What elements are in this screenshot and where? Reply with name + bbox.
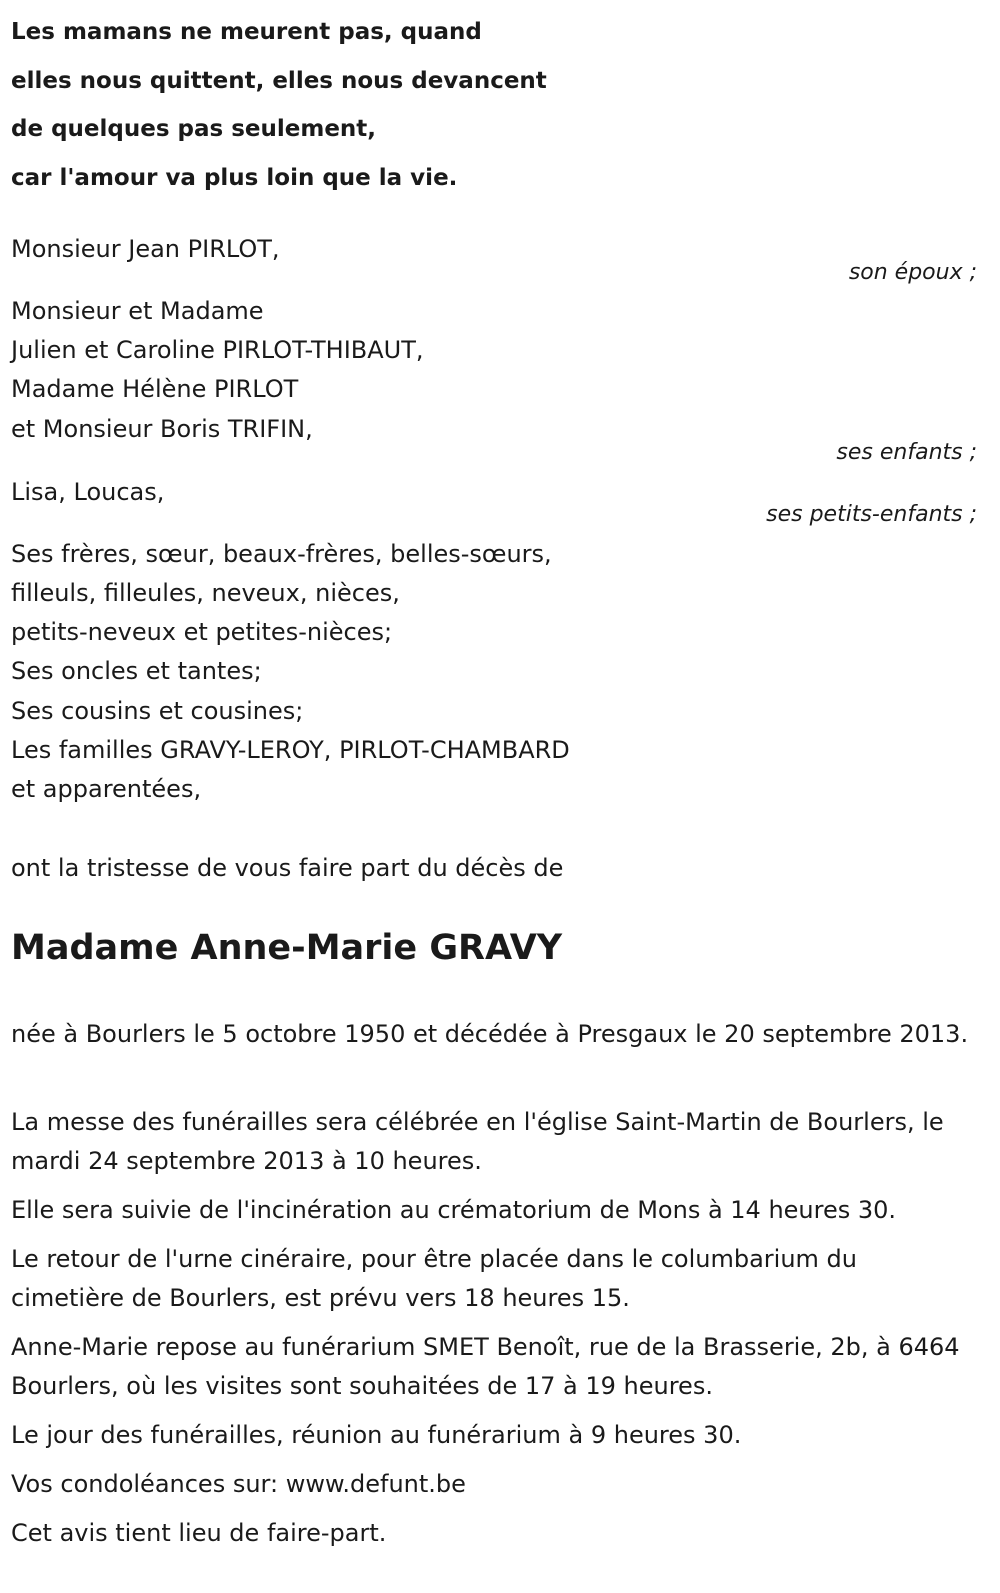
poem-line: de quelques pas seulement, bbox=[11, 116, 377, 143]
children-relation: ses enfants ; bbox=[836, 440, 977, 465]
announcement: ont la tristesse de vous faire part du décès de bbox=[11, 854, 564, 882]
children-line: Monsieur et Madame bbox=[11, 297, 264, 325]
relatives-line: petits-neveux et petites-nièces; bbox=[11, 618, 393, 646]
grandchildren-names: Lisa, Loucas, bbox=[11, 478, 165, 506]
relatives-line: Ses frères, sœur, beaux-frères, belles-sœurs, bbox=[11, 540, 552, 568]
detail-paragraph: Anne-Marie repose au funérarium SMET Benoît, rue de la Brasserie, 2b, à 6464 Bourlers, où les visites sont souhaitées de 17 à 19 heures. bbox=[11, 1333, 960, 1401]
relatives-line: Ses oncles et tantes; bbox=[11, 657, 262, 685]
detail-paragraph: La messe des funérailles sera célébrée en l'église Saint-Martin de Bourlers, le mardi 24 septembre 2013 à 10 heures. bbox=[11, 1108, 944, 1176]
relatives-line: Les familles GRAVY-LEROY, PIRLOT-CHAMBARD bbox=[11, 736, 570, 764]
children-line: et Monsieur Boris TRIFIN, bbox=[11, 415, 313, 443]
poem-line: elles nous quittent, elles nous devancent bbox=[11, 67, 547, 94]
detail-paragraph: Le jour des funérailles, réunion au funérarium à 9 heures 30. bbox=[11, 1421, 742, 1449]
relatives-line: filleuls, filleules, neveux, nièces, bbox=[11, 579, 400, 607]
detail-paragraph: Elle sera suivie de l'incinération au crématorium de Mons à 14 heures 30. bbox=[11, 1196, 897, 1224]
poem bbox=[11, 8, 547, 203]
grandchildren-relation: ses petits-enfants ; bbox=[766, 502, 977, 527]
spouse-relation: son époux ; bbox=[848, 260, 977, 285]
condolences-line: Vos condoléances sur: www.defunt.be bbox=[11, 1470, 466, 1498]
detail-paragraph: Cet avis tient lieu de faire-part. bbox=[11, 1519, 387, 1547]
deceased-name: Madame Anne-Marie GRAVY bbox=[11, 928, 563, 968]
poem-line: Les mamans ne meurent pas, quand bbox=[11, 19, 482, 45]
relatives-line: Ses cousins et cousines; bbox=[11, 697, 304, 725]
children-line: Madame Hélène PIRLOT bbox=[11, 375, 299, 403]
children-line: Julien et Caroline PIRLOT-THIBAUT, bbox=[11, 336, 424, 364]
spouse-name: Monsieur Jean PIRLOT, bbox=[11, 235, 280, 263]
detail-paragraph: née à Bourlers le 5 octobre 1950 et décédée à Presgaux le 20 septembre 2013. bbox=[11, 1020, 969, 1048]
relatives-line: et apparentées, bbox=[11, 775, 202, 803]
poem-line: car l'amour va plus loin que la vie. bbox=[11, 165, 458, 192]
detail-paragraph: Le retour de l'urne cinéraire, pour être placée dans le columbarium du cimetière de Bourlers, est prévu vers 18 heures 15. bbox=[11, 1245, 857, 1313]
